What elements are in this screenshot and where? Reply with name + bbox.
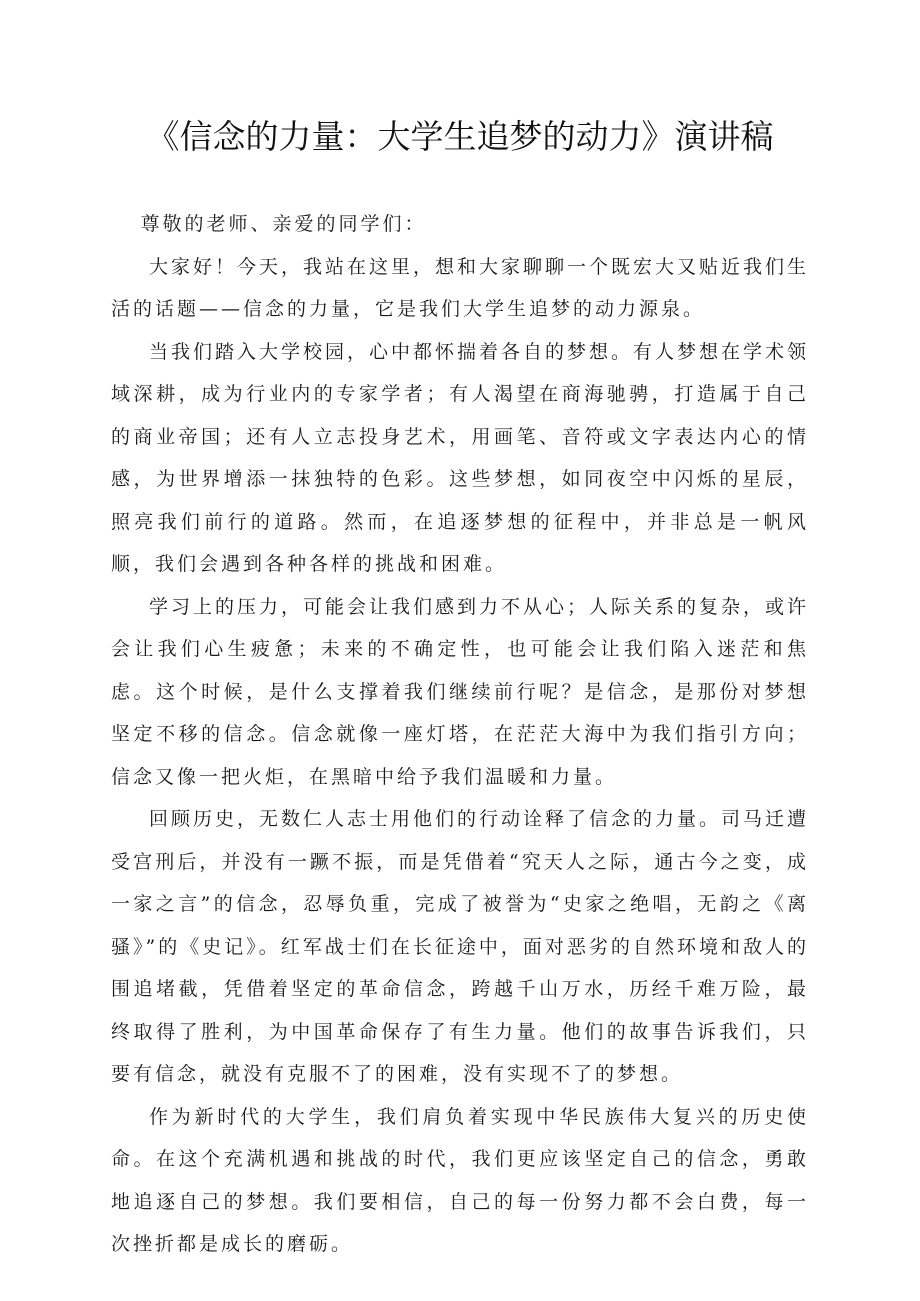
document-body [111, 203, 809, 1266]
body-paragraph: 学习上的压力，可能会让我们感到力不从心；人际关系的复杂，或许会让我们心生疲惫；未来的不确定性，也可能会让我们陷入迷茫和焦虑。这个时候，是什么支撑着我们继续前行呢？是信念，是那份对梦想坚定不移的信念。信念就像一座灯塔，在茫茫大海中为我们指引方向；信念又像一把火炬，在黑暗中给予我们温暖和力量。 [111, 595, 810, 788]
body-paragraph: 回顾历史，无数仁人志士用他们的行动诠释了信念的力量。司马迁遭受宫刑后，并没有一蹶不振，而是凭借着“究天人之际，通古今之变，成一家之言”的信念，忍辱负重，完成了被誉为“史家之绝唱，无韵之《离骚》”的《史记》。红军战士们在长征途中，面对恶劣的自然环境和敌人的围追堵截，凭借着坚定的革命信念，跨越千山万水，历经千难万险，最终取得了胜利，为中国革命保存了有生力量。他们的故事告诉我们，只要有信念，就没有克服不了的困难，没有实现不了的梦想。 [111, 808, 810, 1085]
body-paragraph: 大家好！今天，我站在这里，想和大家聊聊一个既宏大又贴近我们生活的话题——信念的力量，它是我们大学生追梦的动力源泉。 [111, 255, 810, 320]
body-paragraph: 当我们踏入大学校园，心中都怀揣着各自的梦想。有人梦想在学术领域深耕，成为行业内的专家学者；有人渴望在商海驰骋，打造属于自己的商业帝国；还有人立志投身艺术，用画笔、音符或文字表达内心的情感，为世界增添一抹独特的色彩。这些梦想，如同夜空中闪烁的星辰，照亮我们前行的道路。然而，在追逐梦想的征程中，并非总是一帆风顺，我们会遇到各种各样的挑战和困难。 [111, 340, 810, 575]
document-title: 《信念的力量：大学生追梦的动力》演讲稿 [146, 117, 774, 156]
salutation-paragraph: 尊敬的老师、亲爱的同学们： [140, 213, 427, 235]
body-paragraph: 作为新时代的大学生，我们肩负着实现中华民族伟大复兴的历史使命。在这个充满机遇和挑战的时代，我们更应该坚定自己的信念，勇敢地追逐自己的梦想。我们要相信，自己的每一份努力都不会白费，每一次挫折都是成长的磨砺。 [111, 1105, 809, 1255]
